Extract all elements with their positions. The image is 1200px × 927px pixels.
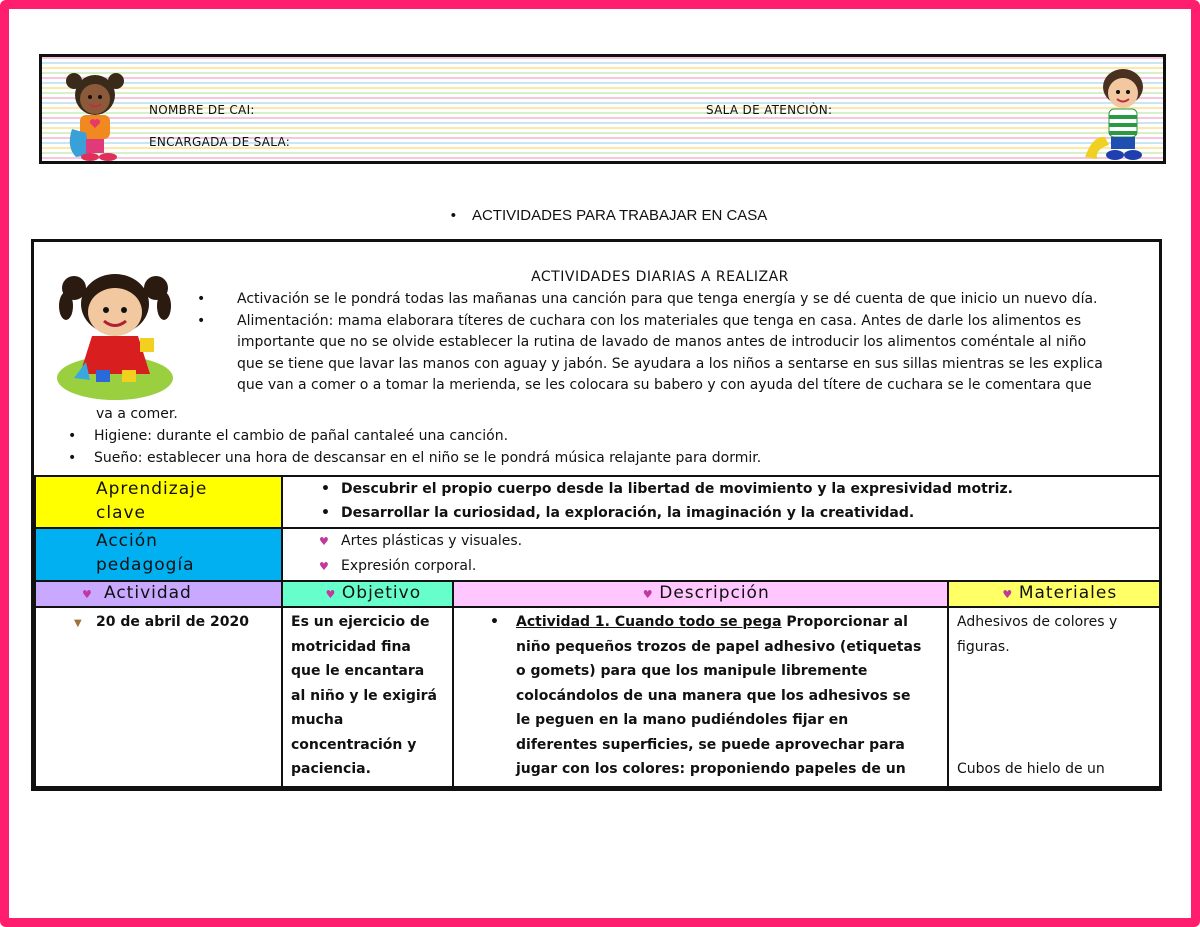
activity-item-2-line1: Alimentación: mama elaborara títeres de cuchara con los materiales que tenga en casa. Antes de darle los alimentos es xyxy=(237,312,1082,329)
accion-item-text: Artes plásticas y visuales. xyxy=(341,533,523,549)
objetivo-cell xyxy=(282,607,453,787)
objetivo-line: mucha xyxy=(291,712,344,728)
objetivo-line: Es un ejercicio de xyxy=(291,614,430,630)
aprendizaje-item-text: Descubrir el propio cuerpo desde la libertad de movimiento y la expresividad motriz. xyxy=(341,481,1013,497)
descripcion-bullet: • xyxy=(490,614,499,630)
objetivo-line: que le encantara xyxy=(291,663,425,679)
materiales-line: Adhesivos de colores y xyxy=(957,614,1118,630)
pin-bullet-icon: ▼ xyxy=(74,618,82,629)
activity-item-2-line3: que se tiene que lavar las manos con aguay y jabón. Se ayudara a los niños a sentarse en sus sillas mientras se les explica xyxy=(237,355,1103,372)
objetivo-line: al niño y le exigirá xyxy=(291,687,438,704)
objetivo-line: motricidad fina xyxy=(291,638,411,655)
heart-bullet-icon: ♥ xyxy=(1002,588,1014,601)
accion-row xyxy=(35,528,1160,581)
boy-illustration-icon xyxy=(1075,65,1155,163)
descripcion-line: diferentes superficies, se puede aprovechar para xyxy=(516,736,905,753)
accion-item-text: Expresión corporal. xyxy=(341,558,477,574)
materiales-header-text: Materiales xyxy=(1018,583,1118,603)
descripcion-first-line xyxy=(492,610,939,635)
activities-box xyxy=(31,239,1162,791)
descripcion-header xyxy=(453,581,948,607)
column-header-row xyxy=(35,581,1160,607)
descripcion-title: Actividad 1. Cuando todo se pega xyxy=(516,614,782,630)
activity-item-2-line4: que van a comer o a tomar la merienda, se les colocara su babero y con ayuda del títere de cuchara se le comentara que xyxy=(237,377,1092,393)
aprendizaje-label-cell xyxy=(35,476,282,528)
descripcion-line: le peguen en la mano pudiéndoles fijar en xyxy=(516,712,849,728)
heart-bullet-icon: ♥ xyxy=(325,588,337,601)
objetivo-line: concentración y xyxy=(291,736,417,753)
heart-bullet-icon: ♥ xyxy=(319,560,329,573)
activity-item-1-text: Activación se le pondrá todas las mañanas una canción para que tenga energía y se dé cuenta de que inicio un nuevo día. xyxy=(237,291,1098,307)
accion-item xyxy=(313,554,1151,579)
sala-atencion-label: SALA DE ATENCIÒN: xyxy=(706,103,833,117)
descripcion-line: colocándolos de una manera que los adhesivos se xyxy=(516,687,911,704)
activity-item-3: • Higiene: durante el cambio de pañal cantaleé una canción. xyxy=(68,428,509,444)
objetivo-header xyxy=(282,581,453,607)
aprendizaje-item: • Descubrir el propio cuerpo desde la libertad de movimiento y la expresividad motriz. xyxy=(321,481,1013,497)
activity-item-2-line5: va a comer. xyxy=(96,406,178,422)
heart-bullet-icon: ♥ xyxy=(319,535,329,548)
accion-items-cell xyxy=(282,528,1160,581)
objetivo-line: paciencia. xyxy=(291,761,371,777)
aprendizaje-label-2: clave xyxy=(96,503,147,523)
materiales-cell xyxy=(948,607,1160,787)
descripcion-header-text: Descripción xyxy=(659,583,770,603)
activity-item-2-line2: importante que no se olvide establecer la rutina de lavado de manos antes de introducir los alimentos coméntale al niño xyxy=(237,334,1087,350)
accion-label-cell xyxy=(35,528,282,581)
materiales-line: figuras. xyxy=(957,638,1010,655)
activity-item-1: • Activación se le pondrá todas las mañanas una canción para que tenga energía y se dé cuenta de que inicio un nuevo día. xyxy=(197,291,1098,307)
actividad-cell xyxy=(35,607,282,787)
actividad-date: 20 de abril de 2020 xyxy=(96,614,249,630)
heart-bullet-icon: ♥ xyxy=(82,588,93,601)
accion-item xyxy=(313,529,1151,554)
descripcion-line: o gomets) para que los manipule libremente xyxy=(516,663,868,679)
header-band xyxy=(39,54,1166,164)
activity-item-2: • Alimentación: mama elaborara títeres de cuchara con los materiales que tenga en casa. Antes de darle los alimentos es xyxy=(197,312,1082,329)
materiales-line: Cubos de hielo de un xyxy=(957,761,1105,777)
girl-illustration-icon xyxy=(60,67,130,162)
descripcion-line: jugar con los colores: proponiendo papeles de un xyxy=(516,761,906,777)
nombre-cai-label: NOMBRE DE CAI: xyxy=(149,103,255,117)
subtitle-text: ACTIVIDADES PARA TRABAJAR EN CASA xyxy=(471,207,768,224)
actividad-header-text: Actividad xyxy=(104,583,192,603)
subtitle xyxy=(9,207,1200,224)
planning-table xyxy=(34,475,1161,788)
descripcion-line: niño pequeños trozos de papel adhesivo (etiquetas xyxy=(516,638,922,655)
aprendizaje-label-1: Aprendizaje xyxy=(96,479,208,499)
child-playing-blocks-icon xyxy=(54,266,176,401)
actividad-header xyxy=(35,581,282,607)
objetivo-header-text: Objetivo xyxy=(341,583,422,603)
activity-item-3-text: Higiene: durante el cambio de pañal cantaleé una canción. xyxy=(94,428,509,444)
descripcion-cell xyxy=(453,607,948,787)
aprendizaje-item: • Desarrollar la curiosidad, la exploración, la imaginación y la creatividad. xyxy=(321,505,915,521)
descripcion-first: Proporcionar al xyxy=(781,614,908,630)
heart-bullet-icon: ♥ xyxy=(642,588,654,601)
materiales-header xyxy=(948,581,1160,607)
activity-item-4: • Sueño: establecer una hora de descansar en el niño se le pondrá música relajante para dormir. xyxy=(68,450,762,466)
accion-label-1: Acción xyxy=(96,531,158,551)
activity-row xyxy=(35,607,1160,787)
aprendizaje-item-text: Desarrollar la curiosidad, la exploración, la imaginación y la creatividad. xyxy=(341,505,915,521)
activities-title: ACTIVIDADES DIARIAS A REALIZAR xyxy=(531,269,789,285)
subtitle-bullet: • xyxy=(450,207,456,224)
accion-label-2: pedagogía xyxy=(96,555,195,575)
activity-item-4-text: Sueño: establecer una hora de descansar en el niño se le pondrá música relajante para dormir. xyxy=(94,450,762,466)
aprendizaje-row xyxy=(35,476,1160,528)
encargada-sala-label: ENCARGADA DE SALA: xyxy=(149,135,291,149)
aprendizaje-items-cell xyxy=(282,476,1160,528)
